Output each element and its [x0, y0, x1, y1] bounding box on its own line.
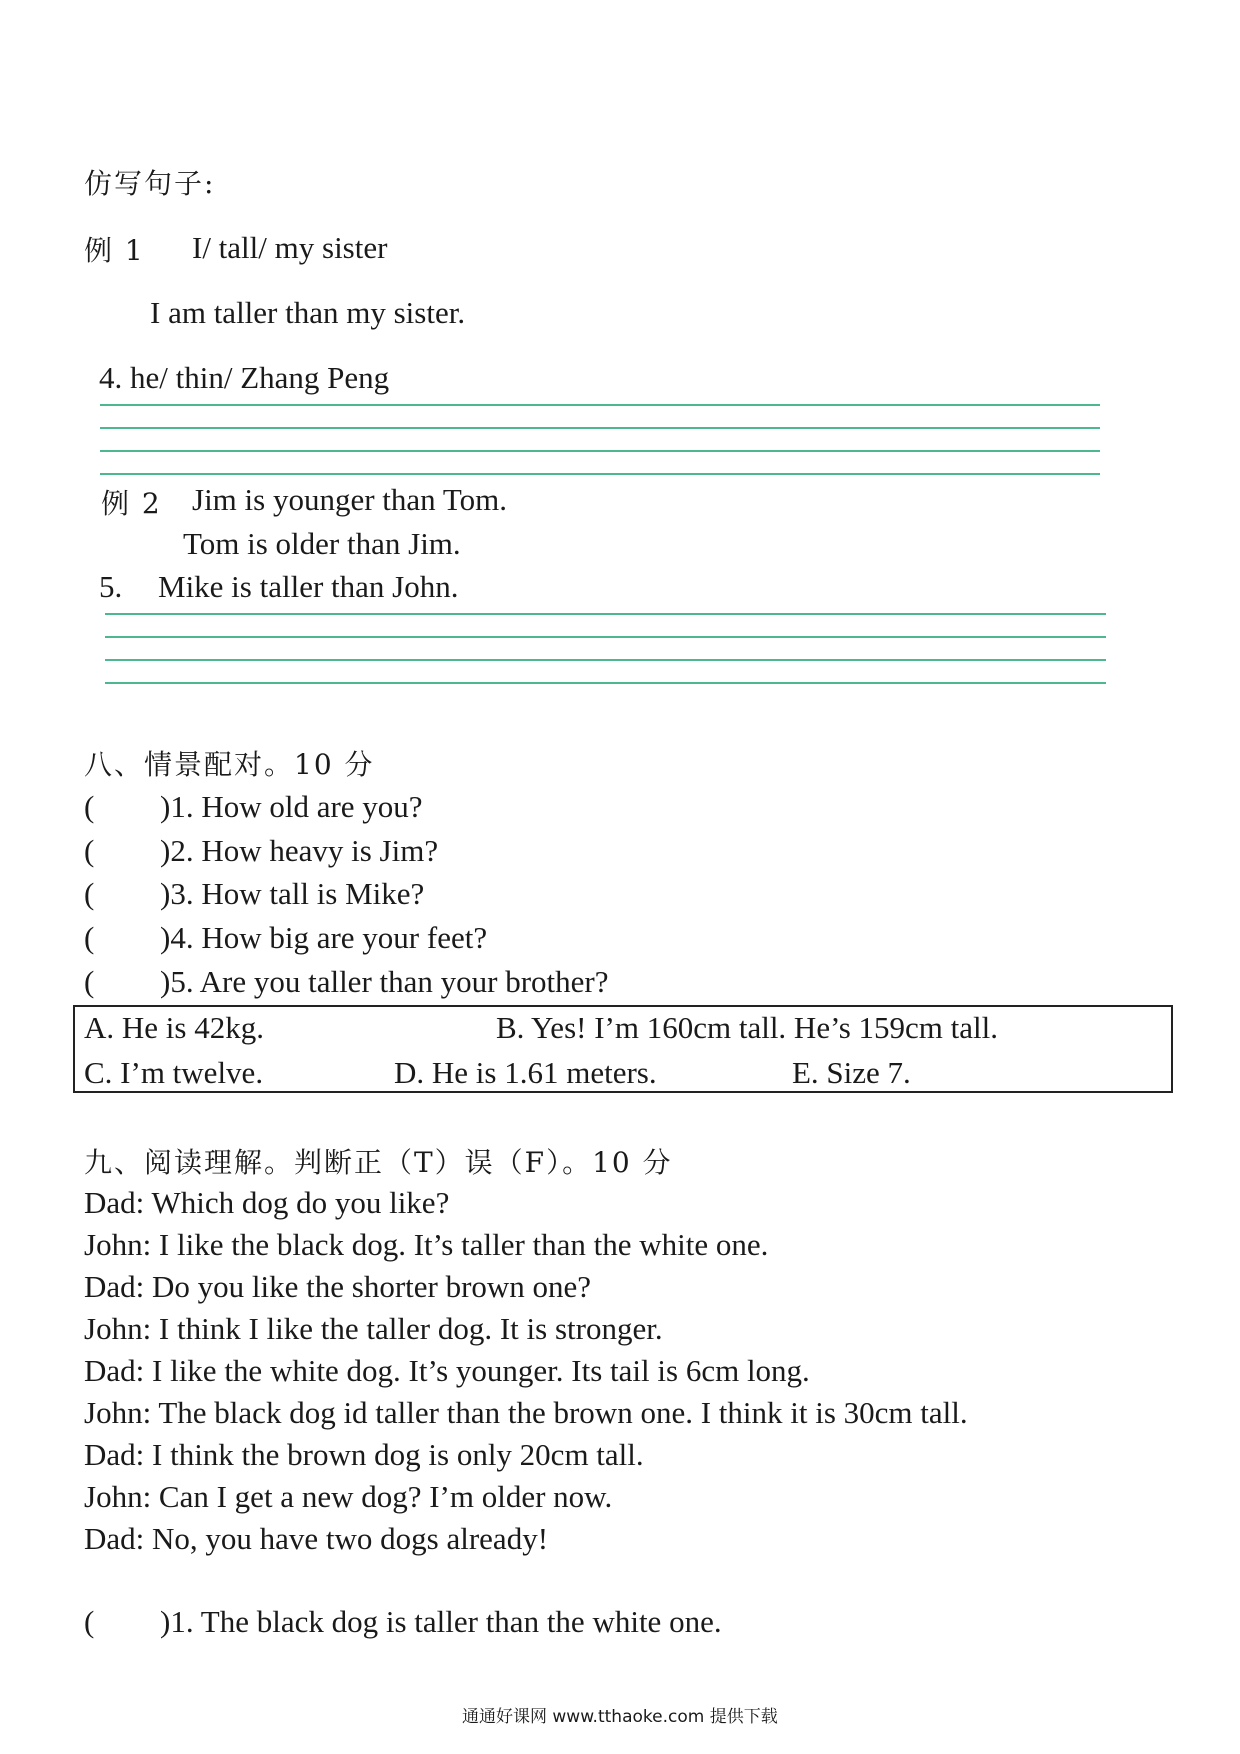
dialogue-line: Dad: I think the brown dog is only 20cm tall. [84, 1437, 644, 1472]
section-title-reading: 九、阅读理解。判断正（T）误（F）。10 分 [84, 1146, 673, 1179]
answer-paren: ( [84, 920, 95, 955]
answer-paren: ( [84, 964, 95, 999]
example1-prompt: I/ tall/ my sister [192, 230, 388, 265]
example1-answer: I am taller than my sister. [150, 295, 466, 330]
answer-paren: ( [84, 833, 95, 868]
option-d: D. He is 1.61 meters. [394, 1055, 657, 1090]
writing-line [100, 473, 1100, 475]
section-title-rewrite: 仿写句子: [84, 167, 216, 200]
question-text: )1. The black dog is taller than the white one. [160, 1604, 722, 1639]
writing-line [100, 450, 1100, 452]
question-5-number: 5. [99, 569, 123, 604]
option-e: E. Size 7. [792, 1055, 911, 1090]
dialogue-line: Dad: Which dog do you like? [84, 1185, 450, 1220]
answer-paren: ( [84, 1604, 95, 1639]
answer-paren: ( [84, 789, 95, 824]
question-4: 4. he/ thin/ Zhang Peng [99, 360, 390, 395]
question-text: )4. How big are your feet? [160, 920, 488, 955]
dialogue-line: John: I like the black dog. It’s taller than the white one. [84, 1227, 769, 1262]
option-b: B. Yes! I’m 160cm tall. He’s 159cm tall. [496, 1010, 998, 1045]
writing-line [105, 659, 1106, 661]
dialogue-line: Dad: I like the white dog. It’s younger. Its tail is 6cm long. [84, 1353, 810, 1388]
dialogue-line: John: I think I like the taller dog. It is stronger. [84, 1311, 663, 1346]
example1-label: 例 1 [84, 234, 145, 267]
dialogue-line: Dad: Do you like the shorter brown one? [84, 1269, 592, 1304]
dialogue-line: John: Can I get a new dog? I’m older now. [84, 1479, 613, 1514]
section-title-matching: 八、情景配对。10 分 [84, 748, 375, 781]
writing-line [100, 427, 1100, 429]
option-c: C. I’m twelve. [84, 1055, 264, 1090]
example2-label: 例 2 [101, 487, 162, 520]
question-text: )5. Are you taller than your brother? [160, 964, 609, 999]
writing-line [105, 613, 1106, 615]
dialogue-line: Dad: No, you have two dogs already! [84, 1521, 549, 1556]
question-text: )3. How tall is Mike? [160, 876, 425, 911]
footer-credit: 通通好课网 www.tthaoke.com 提供下载 [462, 1707, 778, 1727]
option-a: A. He is 42kg. [84, 1010, 264, 1045]
answer-paren: ( [84, 876, 95, 911]
dialogue-line: John: The black dog id taller than the brown one. I think it is 30cm tall. [84, 1395, 968, 1430]
question-5-text: Mike is taller than John. [158, 569, 459, 604]
example2-line2: Tom is older than Jim. [183, 526, 461, 561]
writing-line [100, 404, 1100, 406]
question-text: )1. How old are you? [160, 789, 423, 824]
question-text: )2. How heavy is Jim? [160, 833, 439, 868]
example2-line1: Jim is younger than Tom. [192, 482, 507, 517]
writing-line [105, 682, 1106, 684]
writing-line [105, 636, 1106, 638]
